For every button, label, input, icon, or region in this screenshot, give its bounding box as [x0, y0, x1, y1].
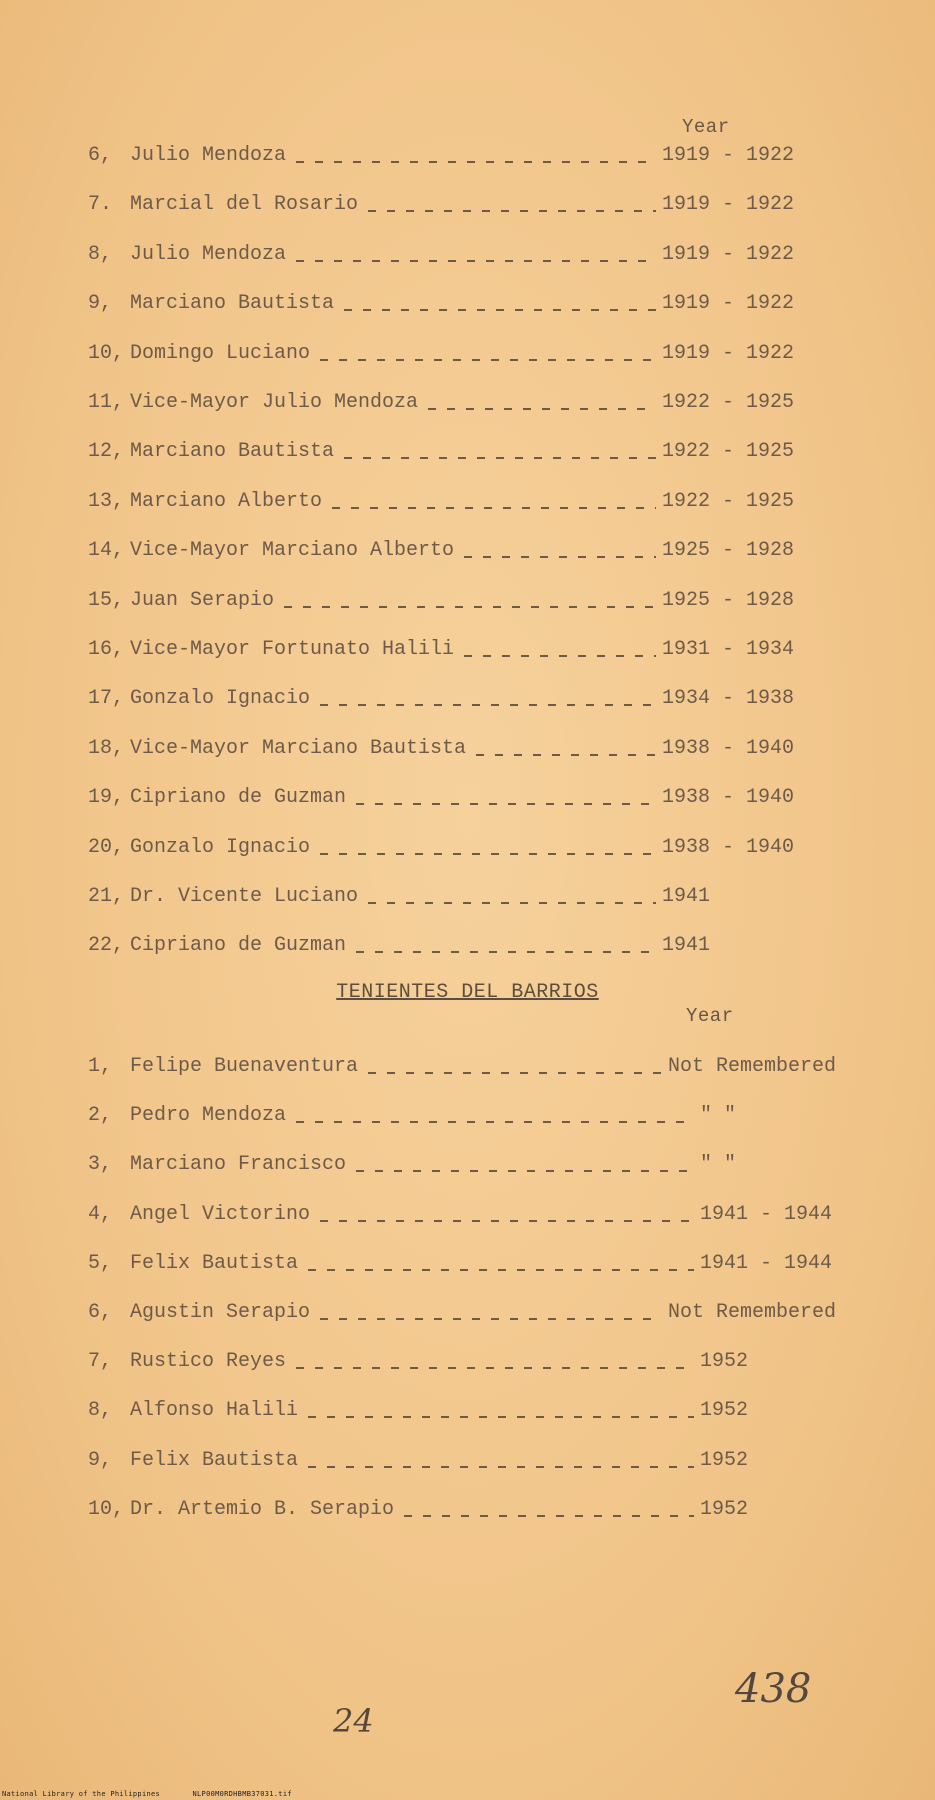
entry-number: 3, — [88, 1153, 113, 1177]
term-years: 1931 - 1934 — [662, 638, 795, 661]
official-name: Vice-Mayor Julio Mendoza — [130, 391, 419, 414]
dash-leader — [464, 655, 656, 657]
teniente-row — [88, 1498, 836, 1528]
term-years: 1922 - 1925 — [662, 489, 795, 513]
official-row — [88, 440, 798, 470]
official-name: Pedro Mendoza — [130, 1104, 287, 1128]
term-years: 1922 - 1925 — [662, 391, 795, 414]
entry-number: 13, — [88, 489, 125, 513]
official-name: Cipriano de Guzman — [130, 786, 347, 810]
term-years: 1952 — [700, 1448, 749, 1472]
official-name: Felix Bautista — [130, 1251, 299, 1275]
term-years: 1922 - 1925 — [662, 440, 795, 464]
term-years: " " — [700, 1153, 737, 1177]
term-years: 1941 - 1944 — [700, 1251, 833, 1275]
entry-number: 14, — [88, 539, 125, 563]
term-years: 1919 - 1922 — [662, 292, 795, 316]
handwritten-folio-number: 438 — [735, 1666, 812, 1712]
entry-number: 8, — [88, 242, 113, 266]
term-years: 1919 - 1922 — [662, 341, 795, 365]
term-years: 1925 - 1928 — [662, 588, 795, 612]
entry-number: 15, — [88, 588, 125, 612]
entry-number: 7. — [88, 193, 113, 217]
official-name: Vice-Mayor Marciano Alberto — [130, 539, 455, 563]
teniente-row — [88, 1203, 836, 1233]
dash-leader — [368, 902, 656, 904]
teniente-row — [88, 1252, 836, 1282]
entry-number: 10, — [88, 341, 125, 365]
dash-leader — [320, 853, 656, 855]
dash-leader — [320, 1318, 662, 1320]
term-years: 1952 — [700, 1350, 749, 1374]
official-row — [88, 836, 798, 866]
official-name: Domingo Luciano — [130, 341, 311, 365]
official-row — [88, 391, 798, 421]
footer-file-id: NLP00M0RDHBMB37031.tif — [192, 1790, 292, 1798]
official-row — [88, 193, 798, 223]
official-row — [88, 589, 798, 619]
official-name: Marcial del Rosario — [130, 193, 359, 217]
official-name: Gonzalo Ignacio — [130, 835, 311, 859]
official-row — [88, 144, 798, 174]
official-name: Vice-Mayor Fortunato Halili — [130, 638, 455, 661]
official-name: Felipe Buenaventura — [130, 1055, 359, 1078]
entry-number: 6, — [88, 1301, 113, 1324]
term-years: Not Remembered — [667, 1301, 836, 1324]
archive-footer — [2, 1790, 320, 1798]
term-years: 1952 — [700, 1399, 749, 1423]
entry-number: 6, — [88, 144, 113, 167]
dash-leader — [332, 507, 656, 509]
teniente-row — [88, 1350, 836, 1380]
official-row — [88, 638, 798, 668]
entry-number: 9, — [88, 1448, 113, 1472]
dash-leader — [428, 408, 656, 410]
term-years: 1938 - 1940 — [662, 736, 795, 760]
entry-number: 5, — [88, 1251, 113, 1275]
official-row — [88, 885, 798, 915]
teniente-row — [88, 1301, 836, 1331]
term-years: 1952 — [700, 1497, 749, 1521]
section-title-tenientes: TENIENTES DEL BARRIOS — [336, 981, 599, 1004]
official-name: Cipriano de Guzman — [130, 934, 347, 958]
dash-leader — [344, 457, 656, 459]
official-name: Dr. Artemio B. Serapio — [130, 1497, 395, 1521]
dash-leader — [464, 556, 656, 558]
official-row — [88, 687, 798, 717]
official-name: Julio Mendoza — [130, 144, 287, 167]
term-years: 1938 - 1940 — [662, 786, 795, 810]
official-name: Marciano Bautista — [130, 440, 335, 464]
official-name: Juan Serapio — [130, 588, 275, 612]
handwritten-page-number: 24 — [333, 1702, 374, 1740]
entry-number: 7, — [88, 1350, 113, 1374]
dash-leader — [308, 1269, 694, 1271]
official-name: Agustin Serapio — [130, 1301, 311, 1324]
official-name: Alfonso Halili — [130, 1399, 299, 1423]
teniente-row — [88, 1399, 836, 1429]
entry-number: 10, — [88, 1497, 125, 1521]
official-name: Marciano Alberto — [130, 489, 323, 513]
entry-number: 12, — [88, 440, 125, 464]
term-years: 1919 - 1922 — [662, 193, 795, 217]
term-years: 1938 - 1940 — [662, 835, 795, 859]
dash-leader — [476, 754, 656, 756]
term-years: 1919 - 1922 — [662, 144, 795, 167]
official-row — [88, 342, 798, 372]
entry-number: 19, — [88, 786, 125, 810]
dash-leader — [356, 951, 656, 953]
official-name: Felix Bautista — [130, 1448, 299, 1472]
official-name: Marciano Francisco — [130, 1153, 347, 1177]
entry-number: 4, — [88, 1202, 113, 1226]
official-row — [88, 243, 798, 273]
dash-leader — [296, 260, 656, 262]
dash-leader — [368, 1072, 662, 1074]
term-years: 1934 - 1938 — [662, 687, 795, 711]
dash-leader — [308, 1416, 694, 1418]
term-years: 1919 - 1922 — [662, 242, 795, 266]
dash-leader — [356, 803, 656, 805]
term-years: 1941 - 1944 — [700, 1202, 833, 1226]
entry-number: 18, — [88, 736, 125, 760]
official-name: Marciano Bautista — [130, 292, 335, 316]
entry-number: 22, — [88, 934, 125, 958]
official-row — [88, 934, 798, 964]
dash-leader — [320, 1220, 694, 1222]
entry-number: 16, — [88, 638, 125, 661]
official-name: Angel Victorino — [130, 1202, 311, 1226]
official-row — [88, 490, 798, 520]
term-years: 1941 — [662, 885, 711, 908]
term-years: 1941 — [662, 934, 711, 958]
official-name: Gonzalo Ignacio — [130, 687, 311, 711]
dash-leader — [296, 1121, 694, 1123]
official-name: Rustico Reyes — [130, 1350, 287, 1374]
footer-library-name: National Library of the Philippines — [2, 1790, 161, 1798]
dash-leader — [284, 606, 656, 608]
year-column-header: Year — [682, 116, 730, 138]
teniente-row — [88, 1153, 836, 1183]
dash-leader — [356, 1170, 694, 1172]
entry-number: 2, — [88, 1104, 113, 1128]
term-years: Not Remembered — [667, 1055, 836, 1078]
dash-leader — [308, 1466, 694, 1468]
dash-leader — [344, 309, 656, 311]
entry-number: 21, — [88, 885, 125, 908]
dash-leader — [368, 210, 656, 212]
teniente-row — [88, 1104, 836, 1134]
dash-leader — [296, 161, 656, 163]
official-name: Julio Mendoza — [130, 242, 287, 266]
entry-number: 20, — [88, 835, 125, 859]
official-row — [88, 539, 798, 569]
official-name: Dr. Vicente Luciano — [130, 885, 359, 908]
dash-leader — [404, 1515, 694, 1517]
official-row — [88, 737, 798, 767]
dash-leader — [320, 359, 656, 361]
entry-number: 1, — [88, 1055, 113, 1078]
entry-number: 11, — [88, 391, 125, 414]
teniente-row — [88, 1055, 836, 1085]
dash-leader — [320, 704, 656, 706]
dash-leader — [296, 1367, 694, 1369]
official-name: Vice-Mayor Marciano Bautista — [130, 736, 467, 760]
entry-number: 17, — [88, 687, 125, 711]
official-row — [88, 786, 798, 816]
year-column-header-2: Year — [686, 1005, 734, 1027]
teniente-row — [88, 1449, 836, 1479]
entry-number: 8, — [88, 1399, 113, 1423]
term-years: " " — [700, 1104, 737, 1128]
term-years: 1925 - 1928 — [662, 539, 795, 563]
official-row — [88, 292, 798, 322]
entry-number: 9, — [88, 292, 113, 316]
